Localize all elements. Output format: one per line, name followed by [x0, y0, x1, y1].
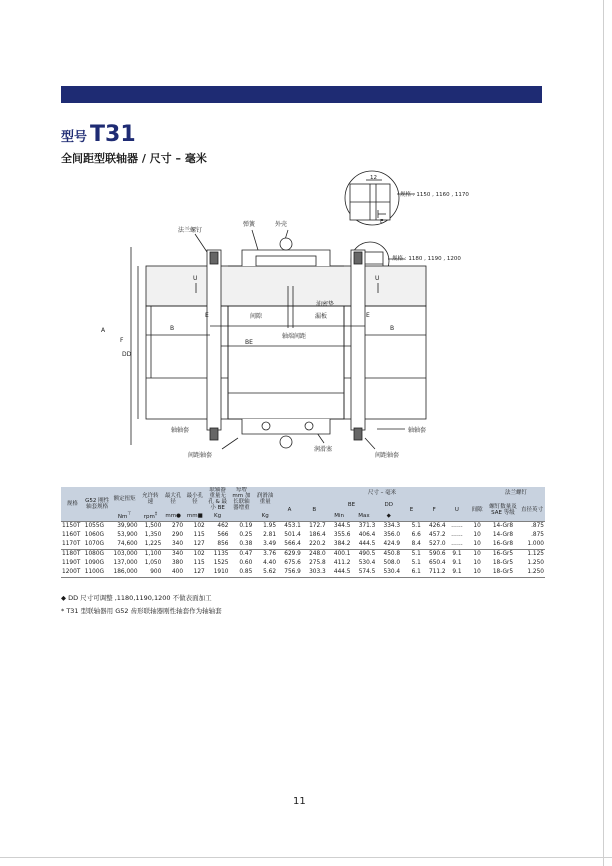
col-min-bore: 最小孔径 — [184, 487, 206, 511]
cell: 5.1 — [401, 521, 422, 531]
page-number: 11 — [293, 796, 306, 807]
cell: 220.2 — [309, 540, 326, 547]
cell: 1170T — [62, 540, 81, 547]
cell: 248.0 — [302, 549, 327, 559]
gap-sleeve-label-right: 间距轴套 — [375, 452, 400, 459]
cell: 490.5 — [352, 549, 377, 559]
coupling-drawing — [60, 168, 480, 473]
cell: 530.4 — [376, 568, 401, 578]
cell: 675.6 — [284, 559, 301, 566]
col-diameter: 直径英寸 — [519, 499, 545, 521]
cell: 0.47 — [230, 549, 254, 559]
cell: 356.0 — [383, 531, 401, 538]
hub-gap-label: 轴端间距 — [282, 333, 307, 340]
cell: 462 — [206, 521, 230, 531]
cell: 444.5 — [358, 540, 376, 547]
col-thread: 螺钉数量及 SAE 等级 — [487, 499, 519, 521]
cell: 1525 — [213, 559, 229, 566]
cell: 5.62 — [253, 568, 277, 578]
cell: 102 — [184, 521, 206, 531]
cell: 5.1 — [411, 559, 421, 566]
cell: 1135 — [206, 549, 230, 559]
cell: .875 — [519, 521, 545, 531]
gap-sleeve-label-left: 间距轴套 — [188, 452, 213, 459]
cell: 400.1 — [327, 549, 352, 559]
unit-speed-text: rpm — [143, 513, 155, 520]
page-edge-bottom — [0, 857, 612, 858]
model-title — [61, 122, 136, 147]
col-torque: 额定扭矩 — [111, 487, 139, 511]
cell: 530.4 — [358, 559, 376, 566]
cell: 270 — [162, 521, 184, 531]
cell: 6.1 — [401, 568, 422, 578]
col-u: U — [447, 499, 468, 521]
cell: 566 — [217, 531, 229, 538]
col-a: A — [277, 499, 302, 521]
cell: 1060G — [84, 531, 104, 538]
unit-kg-1: Kg — [206, 511, 230, 521]
cell: 1.250 — [527, 559, 544, 566]
cell: 115 — [193, 559, 205, 566]
cell: 384.2 — [333, 540, 351, 547]
dim-group-header: 尺寸 – 毫米 — [277, 487, 487, 499]
cell: 334.3 — [376, 521, 401, 531]
col-f: F — [422, 499, 447, 521]
outer-sleeve-label: 外壳 — [275, 221, 288, 228]
model-prefix: 型号 — [61, 130, 88, 145]
cell: 3.49 — [263, 540, 277, 547]
cell: 900 — [139, 568, 163, 578]
cell: 344.5 — [327, 521, 352, 531]
cell: 574.5 — [352, 568, 377, 578]
note-t31: * T31 型联轴器用 G52 齿形联轴器刚性轴套作为轴轴套 — [61, 607, 222, 615]
cell: 39,900 — [111, 521, 139, 531]
unit-speed-sup: ‡ — [154, 511, 158, 517]
e-label-right: E — [366, 312, 370, 319]
cell: 10 — [473, 540, 481, 547]
unit-torque-text: Nm — [117, 513, 128, 520]
cell: 127 — [193, 540, 205, 547]
cell: 450.8 — [376, 549, 401, 559]
model-code: T31 — [90, 122, 136, 147]
cell: 0.60 — [239, 559, 253, 566]
cell: 18-Gr5 — [487, 568, 519, 578]
cell: 400 — [162, 568, 184, 578]
cell: 1,050 — [144, 559, 162, 566]
cell: 103,000 — [111, 549, 139, 559]
col-spec: 规格 — [61, 487, 84, 521]
cell: 6.6 — [411, 531, 421, 538]
cell: 629.9 — [277, 549, 302, 559]
col-b: B — [302, 499, 327, 521]
col-weight: 联轴器重量无孔 & 最小 BE — [206, 487, 230, 511]
cell: 1160T — [62, 531, 81, 538]
col-dd-mark: ◆ — [376, 511, 401, 521]
cell: 1090G — [84, 559, 104, 566]
cell: 5.1 — [401, 549, 422, 559]
cell: 186,000 — [111, 568, 139, 578]
cell: …… — [451, 531, 463, 538]
col-be-max: Max — [352, 511, 377, 521]
col-be: BE — [327, 499, 377, 511]
cell: 303.3 — [302, 568, 327, 578]
cell: 501.4 — [284, 531, 301, 538]
cell: 1100G — [84, 568, 111, 578]
col-be-min: Min — [327, 511, 352, 521]
cell: 424.9 — [383, 540, 401, 547]
col-e: E — [401, 499, 422, 521]
cell: 127 — [184, 568, 206, 578]
cell: 9.1 — [452, 559, 462, 566]
table-row — [61, 549, 545, 559]
cell: 650.4 — [429, 559, 446, 566]
page-subtitle: 全间距型联轴器 / 尺寸 – 毫米 — [61, 152, 207, 165]
lube-plug-label: 润滑塞 — [314, 446, 333, 453]
b-label-left: B — [170, 325, 175, 332]
cell: 10 — [467, 568, 487, 578]
header-band — [61, 86, 542, 103]
col-dd: DD — [376, 499, 401, 511]
cell: 290 — [171, 531, 184, 538]
cell: 1.95 — [253, 521, 277, 531]
cell: 444.5 — [327, 568, 352, 578]
cell: 18-Gr5 — [492, 559, 514, 566]
col-g52: G52 刚性轴套规格 — [84, 487, 111, 521]
cell: 14-Gr8 — [487, 521, 519, 531]
b-label-right: B — [390, 325, 395, 332]
cell: 9.1 — [447, 549, 468, 559]
gap-label: 间隙 — [250, 313, 263, 320]
cell: 1,500 — [139, 521, 163, 531]
cell: 10 — [473, 559, 481, 566]
cell: 1080G — [84, 549, 111, 559]
spec-label-top: 规格 : 1150 , 1160 , 1170 — [400, 192, 469, 198]
col-gap: 间隙 — [467, 499, 487, 521]
col-lube: 润滑油重量 — [253, 487, 277, 511]
be-label: BE — [245, 339, 253, 346]
cell: 14-Gr8 — [492, 531, 514, 538]
dim-e-detail-label: E — [380, 219, 384, 225]
cell: 1910 — [206, 568, 230, 578]
cell: 8.4 — [411, 540, 421, 547]
cell: 1,350 — [144, 531, 162, 538]
cell: 1.000 — [527, 540, 544, 547]
table-row — [61, 559, 545, 568]
unit-torque-sup: ⊤ — [127, 511, 132, 517]
cell: 1,225 — [144, 540, 162, 547]
cell: 53,900 — [117, 531, 138, 538]
cell: 856 — [217, 540, 229, 547]
cell: 355.6 — [333, 531, 351, 538]
cell: 590.6 — [422, 549, 447, 559]
cell: 411.2 — [333, 559, 351, 566]
cell: 380 — [171, 559, 184, 566]
cell: 10 — [467, 549, 487, 559]
unit-torque — [111, 511, 139, 521]
table-row — [61, 568, 545, 578]
cell: 711.2 — [422, 568, 447, 578]
cell: 1,100 — [139, 549, 163, 559]
unit-min: mm■ — [184, 511, 206, 521]
cell: 1150T — [61, 521, 84, 531]
cell: 371.3 — [352, 521, 377, 531]
cell: 16-Gr8 — [492, 540, 514, 547]
cell: 0.25 — [239, 531, 253, 538]
cell: …… — [451, 540, 463, 547]
unit-max: mm● — [162, 511, 184, 521]
e-label-left: E — [205, 312, 209, 319]
cell: 0.19 — [230, 521, 254, 531]
cell: 1190T — [62, 559, 81, 566]
cell: 10 — [473, 531, 481, 538]
flange-screw-label: 法兰螺钉 — [178, 227, 203, 234]
col-speed: 允许转速 — [139, 487, 163, 511]
cell: 1070G — [84, 540, 104, 547]
cell: 340 — [162, 549, 184, 559]
note-dd: ◆ DD 尺寸可调整 ,1180,1190,1200 不做表面加工 — [61, 594, 212, 602]
table-row — [61, 540, 545, 550]
spring-label: 弹簧 — [243, 221, 256, 228]
page-edge-right — [603, 0, 604, 866]
f-label: F — [120, 337, 124, 344]
cell: 10 — [467, 521, 487, 531]
col-max-bore: 最大孔径 — [162, 487, 184, 511]
cell: 275.8 — [309, 559, 326, 566]
cell: 74,600 — [117, 540, 138, 547]
cell: 406.4 — [358, 531, 376, 538]
cell: 137,000 — [113, 559, 138, 566]
cell: 508.0 — [383, 559, 401, 566]
cell: 756.9 — [277, 568, 302, 578]
spec-label-mid: 规格 : 1180 , 1190 , 1200 — [392, 256, 461, 262]
cell: 186.4 — [309, 531, 326, 538]
cell: 4.40 — [263, 559, 277, 566]
shaft-sleeve-label-left: 轴轴套 — [171, 427, 190, 434]
cell: …… — [447, 521, 468, 531]
col-extra-weight: 每增 mm 加长联轴器增重 — [230, 487, 254, 511]
unit-speed — [139, 511, 163, 521]
a-label: A — [101, 327, 106, 334]
dim-12-label: 12 — [370, 175, 377, 181]
table-row — [61, 531, 545, 540]
cell: .875 — [531, 531, 544, 538]
cell: 115 — [193, 531, 205, 538]
cell: 172.7 — [302, 521, 327, 531]
shaft-sleeve-label-right: 轴轴套 — [408, 427, 427, 434]
seal-ring-label: 漏板 — [315, 313, 328, 320]
cell: 102 — [184, 549, 206, 559]
cell: 457.2 — [429, 531, 446, 538]
cell: 1055G — [84, 521, 111, 531]
cell: 426.4 — [422, 521, 447, 531]
oil-seal-label: 油密垫 — [316, 301, 335, 308]
cell: 527.0 — [429, 540, 446, 547]
cell: 2.81 — [263, 531, 277, 538]
cell: 1200T — [61, 568, 84, 578]
cell: 16-Gr5 — [487, 549, 519, 559]
dd-label: DD — [122, 351, 132, 358]
dimension-table — [61, 487, 545, 578]
cell: 9.1 — [447, 568, 468, 578]
cell: 1180T — [61, 549, 84, 559]
table-row — [61, 521, 545, 531]
cell: 340 — [171, 540, 184, 547]
cell: 1.125 — [519, 549, 545, 559]
cell: 453.1 — [277, 521, 302, 531]
u-label-right: U — [375, 275, 380, 282]
cell: 0.38 — [239, 540, 253, 547]
screw-group-header: 法兰螺钉 — [487, 487, 545, 499]
cell: 0.85 — [230, 568, 254, 578]
cell: 1.250 — [519, 568, 545, 578]
unit-empty — [230, 511, 254, 521]
cell: 3.76 — [253, 549, 277, 559]
u-label-left: U — [193, 275, 198, 282]
cell: 566.4 — [284, 540, 301, 547]
unit-kg-2: Kg — [253, 511, 277, 521]
